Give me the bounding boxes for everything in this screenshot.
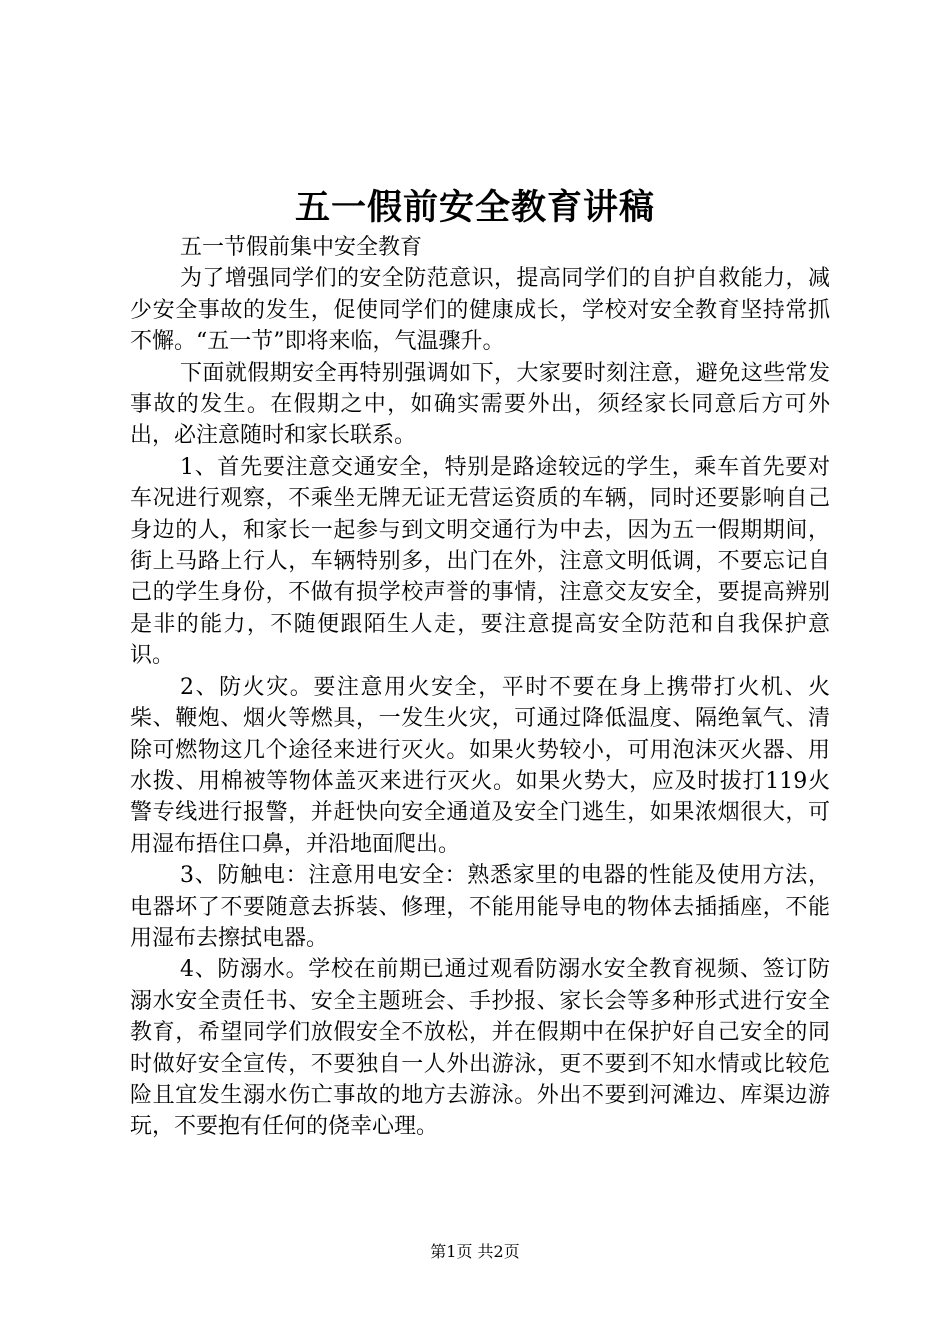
paragraph-drowning-safety: 4、防溺水。学校在前期已通过观看防溺水安全教育视频、签订防溺水安全责任书、安全主题班会、手抄报、家长会等多种形式进行安全教育，希望同学们放假安全不放松，并在假期中在保护好自己安全的同时做好安全宣传，不要独自一人外出游泳，更不要到不知水情或比较危险且宜发生溺水伤亡事故的地方去游泳。外出不要到河滩边、库渠边游玩，不要抱有任何的侥幸心理。	[130, 957, 830, 1140]
paragraph-subtitle: 五一节假前集中安全教育	[180, 235, 423, 260]
paragraph-fire-safety: 2、防火灾。要注意用火安全，平时不要在身上携带打火机、火柴、鞭炮、烟火等燃具，一发生火灾，可通过降低温度、隔绝氧气、清除可燃物这几个途径来进行灭火。如果火势较小，可用泡沫灭火器、用水拨、用棉被等物体盖灭来进行灭火。如果火势大，应及时拔打119火警专线进行报警，并赶快向安全通道及安全门逃生，如果浓烟很大，可用湿布捂住口鼻，并沿地面爬出。	[130, 674, 830, 857]
paragraph-traffic-safety: 1、首先要注意交通安全，特别是路途较远的学生，乘车首先要对车况进行观察，不乘坐无牌无证无营运资质的车辆，同时还要影响自己身边的人，和家长一起参与到文明交通行为中去，因为五一假期期间，街上马路上行人，车辆特别多，出门在外，注意文明低调，不要忘记自己的学生身份，不做有损学校声誉的事情，注意交友安全，要提高辨别是非的能力，不随便跟陌生人走，要注意提高安全防范和自我保护意识。	[130, 454, 830, 669]
paragraph-electric-safety: 3、防触电：注意用电安全：熟悉家里的电器的性能及使用方法，电器坏了不要随意去拆装、修理，不能用能导电的物体去插插座，不能用湿布去擦拭电器。	[130, 863, 830, 951]
page-number-footer: 第1页 共2页	[430, 1242, 520, 1261]
paragraph-emphasis: 下面就假期安全再特别强调如下，大家要时刻注意，避免这些常发事故的发生。在假期之中，如确实需要外出，须经家长同意后方可外出，必注意随时和家长联系。	[130, 360, 830, 449]
document-body	[130, 232, 830, 1143]
document-title: 五一假前安全教育讲稿	[294, 187, 655, 228]
paragraph-intro: 为了增强同学们的安全防范意识，提高同学们的自护自救能力，减少安全事故的发生，促使同学们的健康成长，学校对安全教育坚持常抓不懈。“五一节”即将来临，气温骤升。	[130, 266, 830, 355]
